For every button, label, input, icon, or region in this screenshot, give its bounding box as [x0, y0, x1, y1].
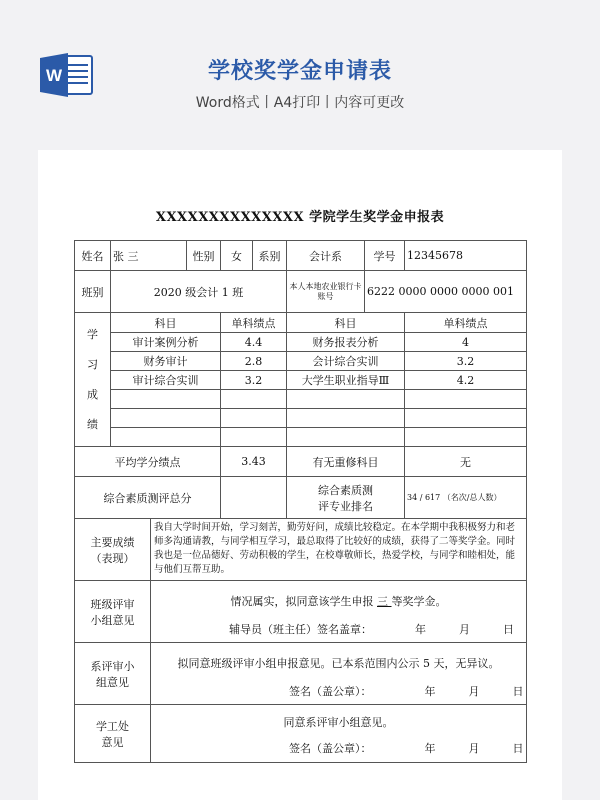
- office-text: 同意系评审小组意见。: [283, 715, 394, 729]
- subject-cell: 审计综合实训: [111, 371, 221, 390]
- dept-review-label-line: 组意见: [96, 675, 129, 689]
- subject-cell: [287, 390, 405, 409]
- subject-cell: 大学生职业指导Ⅲ: [287, 371, 405, 390]
- subject-cell: 财务报表分析: [287, 333, 405, 352]
- class-review-level: 三: [377, 594, 392, 608]
- form-title: XXXXXXXXXXXXXX 学院学生奖学金申报表: [155, 210, 445, 225]
- gender-value: 女: [221, 241, 253, 271]
- table-row: [75, 447, 527, 477]
- day-label: 日: [503, 622, 514, 636]
- table-row: [75, 581, 527, 643]
- gender-label: 性别: [187, 241, 221, 271]
- subject-cell: [111, 428, 221, 447]
- seal-label: 签名（盖公章）：: [289, 684, 372, 698]
- table-row: [75, 241, 527, 271]
- office-label-line: 意见: [101, 735, 124, 749]
- class-review-opinion: [151, 581, 527, 643]
- retake-value: 无: [405, 447, 527, 477]
- subject-cell: 财务审计: [111, 352, 221, 371]
- dept-value: 会计系: [287, 241, 365, 271]
- achievement-label-line: 主要成绩: [90, 535, 135, 549]
- scholarship-form-table: [74, 240, 527, 763]
- score-cell: [405, 390, 527, 409]
- score-cell: [221, 428, 287, 447]
- month-label: 月: [468, 684, 480, 698]
- class-review-label-line: 小组意见: [90, 613, 135, 627]
- name-label: 姓名: [75, 241, 111, 271]
- score-cell: 3.2: [221, 371, 287, 390]
- rank-label-line: 评专业排名: [318, 499, 373, 513]
- dept-label: 系别: [253, 241, 287, 271]
- banner: [0, 0, 600, 150]
- retake-label: 有无重修科目: [287, 447, 405, 477]
- table-row: [75, 519, 527, 581]
- office-label: [75, 705, 151, 763]
- year-label: 年: [424, 684, 436, 698]
- class-review-text: 情况属实，拟同意该学生申报: [230, 594, 374, 608]
- table-row: [75, 390, 527, 409]
- rank-label-line: 综合素质测: [318, 483, 373, 497]
- score-cell: 2.8: [221, 352, 287, 371]
- dept-review-label: [75, 643, 151, 705]
- month-label: 月: [468, 741, 480, 755]
- class-review-text-post: 等奖学金。: [391, 594, 447, 608]
- quality-score-label: 综合素质测评总分: [75, 477, 221, 519]
- banner-subtitle: Word格式丨A4打印丨内容可更改: [195, 95, 405, 111]
- subject-header: 科目: [111, 313, 221, 333]
- study-label-char: 习: [87, 357, 98, 371]
- office-label-line: 学工处: [96, 719, 129, 733]
- achievement-label-line: （表现）: [90, 551, 135, 565]
- document-page: [38, 150, 562, 800]
- bank-label: 本人本地农业银行卡账号: [287, 271, 365, 313]
- score-cell: 4: [405, 333, 527, 352]
- subject-cell: 审计案例分析: [111, 333, 221, 352]
- table-row: [75, 409, 527, 428]
- table-row: [75, 271, 527, 313]
- class-review-label-line: 班级评审: [90, 597, 135, 611]
- class-review-label: [75, 581, 151, 643]
- day-label: 日: [512, 741, 524, 755]
- subject-cell: [287, 428, 405, 447]
- office-sign-row: [153, 730, 524, 756]
- table-row: [75, 313, 527, 333]
- class-review-line: [153, 587, 524, 609]
- achievement-text: 我自大学时间开始，学习刻苦，勤劳好问，成绩比较稳定。在本学期中我积极努力和老师多沟通请教，与同学相互学习，最总取得了比较好的成绩，获得了二等奖学金。同时我也是一位品德好、劳动积极的学生，在校尊敬师长，热爱学校，与同学和睦相处，能与他们互帮互助。: [151, 519, 527, 581]
- counselor-sign-label: 辅导员（班主任）签名盖章：: [229, 622, 372, 636]
- quality-score-value: [221, 477, 287, 519]
- score-cell: [405, 428, 527, 447]
- study-label-char: 成: [87, 387, 98, 401]
- class-value: 2020 级会计 1 班: [111, 271, 287, 313]
- dept-review-text: 拟同意班级评审小组申报意见。已本系范围内公示 5 天，无异议。: [177, 656, 500, 670]
- score-header: 单科绩点: [221, 313, 287, 333]
- score-cell: 3.2: [405, 352, 527, 371]
- table-row: [75, 428, 527, 447]
- banner-title: 学校奖学金申请表: [207, 59, 392, 84]
- year-label: 年: [424, 741, 436, 755]
- svg-text:W: W: [45, 66, 63, 85]
- table-row: [75, 643, 527, 705]
- score-cell: [405, 409, 527, 428]
- class-label: 班别: [75, 271, 111, 313]
- name-value: 张 三: [111, 241, 187, 271]
- office-opinion: [151, 705, 527, 763]
- subject-header: 科目: [287, 313, 405, 333]
- dept-review-opinion: [151, 643, 527, 705]
- subject-cell: [287, 409, 405, 428]
- achievement-label: [75, 519, 151, 581]
- quality-rank-value: 34 / 617 （名次/总人数）: [405, 477, 527, 519]
- dept-review-sign-row: [153, 671, 524, 699]
- table-row: [75, 352, 527, 371]
- table-row: [75, 705, 527, 763]
- seal-label: 签名（盖公章）：: [289, 741, 372, 755]
- score-cell: 4.4: [221, 333, 287, 352]
- month-label: 月: [459, 622, 470, 636]
- class-review-sign-row: [153, 609, 524, 637]
- table-row: [75, 477, 527, 519]
- id-value: 12345678: [405, 241, 527, 271]
- table-row: [75, 371, 527, 390]
- subject-cell: 会计综合实训: [287, 352, 405, 371]
- score-cell: [221, 390, 287, 409]
- score-cell: [221, 409, 287, 428]
- avg-gpa-value: 3.43: [221, 447, 287, 477]
- study-label-char: 绩: [87, 417, 98, 431]
- id-label: 学号: [365, 241, 405, 271]
- quality-rank-label: [287, 477, 405, 519]
- bank-value: 6222 0000 0000 0000 001: [365, 271, 527, 313]
- score-cell: 4.2: [405, 371, 527, 390]
- subject-cell: [111, 409, 221, 428]
- dept-review-label-line: 系评审小: [90, 659, 135, 673]
- day-label: 日: [512, 684, 524, 698]
- table-row: [75, 333, 527, 352]
- year-label: 年: [415, 622, 426, 636]
- study-label-char: 学: [87, 327, 98, 341]
- avg-gpa-label: 平均学分绩点: [75, 447, 221, 477]
- study-grades-label: [75, 313, 111, 447]
- subject-cell: [111, 390, 221, 409]
- score-header: 单科绩点: [405, 313, 527, 333]
